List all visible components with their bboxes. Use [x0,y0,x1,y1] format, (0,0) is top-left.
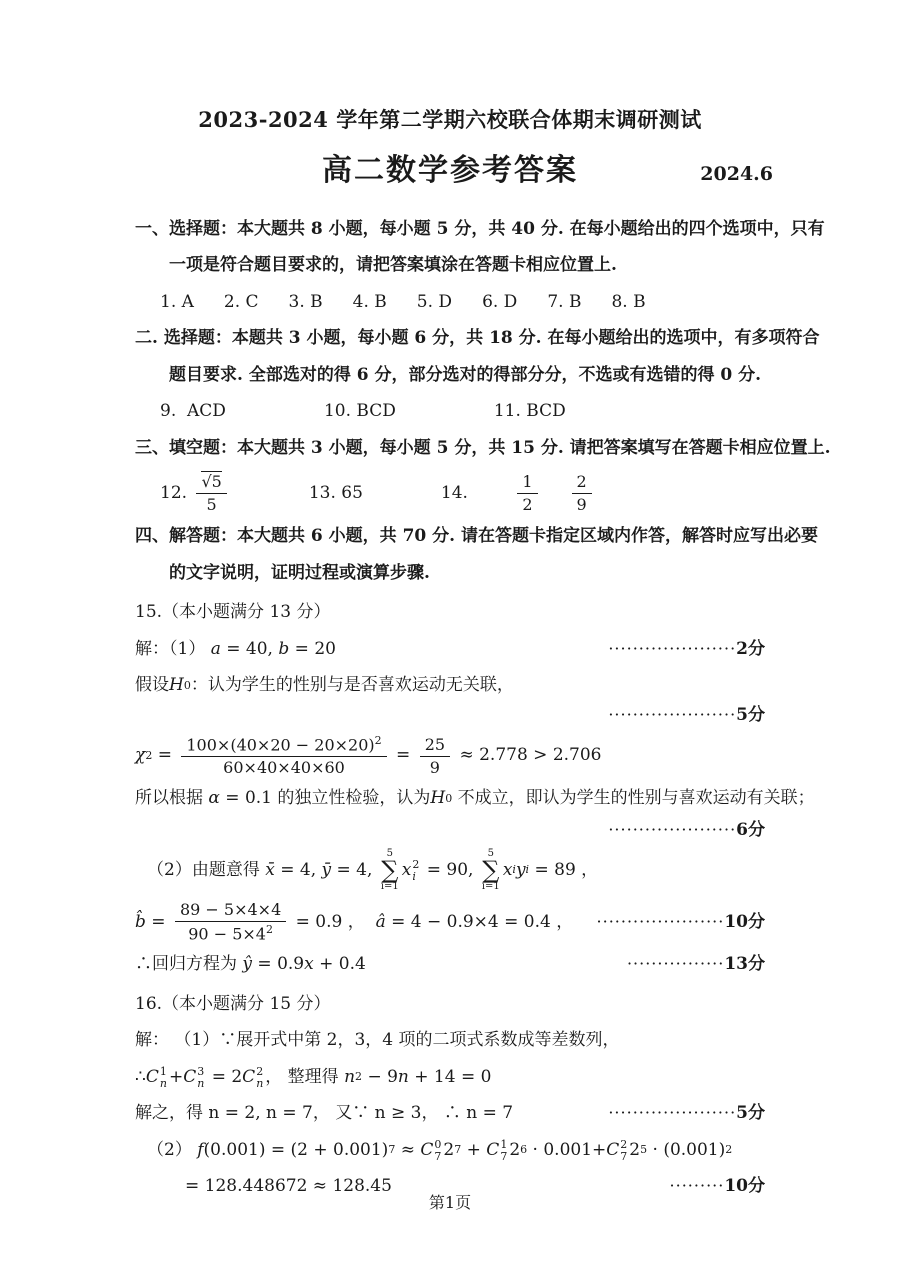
answer-q14-label: 14. [440,482,474,503]
q15-mark-13: ················13分 [626,954,765,975]
q15-chi-square-formula: χ 2 = $\frac{100\times(40\times 20 - 20\times 20)^2}{60\times 40\times 40\times 60}$ = $\frac{25}{9}$ ≈ 2.778 > 2.706 [135,734,602,778]
q15-part2-given: （2）由题意得 x̄ = 4, ȳ = 4, 5 ∑ i=1 x 2 i = 90, 5 ∑ i=1 x i y i = 89 ， [147,848,599,893]
q16-solve-n: 解之，得 n = 2, n = 7， 又∵ n ≥ 3， ∴ n = 7 ·····················5分 [135,1101,765,1127]
chi-square-fraction: $\frac{100\times(40\times 20 - 20\times 20)^2}{60\times 40\times 40\times 60}$ [181,734,386,778]
answer-q1: 1. A [160,291,194,312]
q16-title: 16.（本小题满分 15 分） [135,993,331,1014]
subtitle-row [135,148,773,193]
page-number: 第1页 [428,1193,472,1212]
answer-q11: 11. BCD [493,401,566,421]
answer-q9: 9. ACD [160,401,226,421]
answer-q3: 3. B [288,291,323,312]
bhat-fraction: $\frac{89 - 5\times 4\times 4}{90 - 5\times 4^2}$ [175,900,286,944]
answer-q12-label: 12. [160,482,193,503]
q15-mark-2: ·····················2分 [608,638,765,659]
section4-heading-line1: 四、解答题：本大题共 6 小题，共 70 分. 请在答题卡指定区域内作答，解答时应写出必要 [135,526,818,546]
answer-q8: 8. B [611,291,646,312]
section2-heading-line1: 二. 选择题：本题共 3 小题，每小题 6 分，共 18 分. 在每小题给出的选项中，有多项符合 [135,328,820,348]
q15-regression-equation: ∴回归方程为 ŷ = 0.9 x + 0.4 ················13分 [135,952,765,978]
section2-answers [135,399,765,425]
answer-q10: 10. BCD [323,401,396,421]
q15-bhat-formula: b̂ = $\frac{89 - 5\times 4\times 4}{90 - 5\times 4^2}$ = 0.9 ， â = 4 − 0.9×4 = 0.4 ， ·····················10分 [135,900,765,944]
sum-symbol: 5 ∑ i=1 [481,848,500,893]
answer-q13: 13. 65 [308,482,363,503]
answer-q7: 7. B [547,291,582,312]
section1-heading-line2: 一项是符合题目要求的，请把答案填涂在答题卡相应位置上. [169,255,617,275]
section1-heading-line1: 一、选择题：本大题共 8 小题，每小题 5 分，共 40 分. 在每小题给出的四个选项中，只有 [135,218,825,239]
q16-part2-expansion: （2） f (0.001) = (2 + 0.001) 7 ≈ C 0 7 2 7 + C 1 7 2 6 · 0.001+ C 2 7 2 5 · (0.001) 2 [147,1138,733,1163]
q15-mark-10: ·····················10分 [596,911,765,932]
sum-symbol: 5 ∑ i=1 [380,848,399,893]
q16-final-result: = 128.448672 ≈ 128.45 ·········10分 [135,1174,765,1200]
answer-q2: 2. C [223,291,259,312]
section3-heading: 三、填空题：本大题共 3 小题，每小题 5 分，共 15 分. 请把答案填写在答题卡相应位置上. [135,437,831,458]
answer-q5: 5. D [416,291,453,312]
section2-heading-line2: 题目要求. 全部选对的得 6 分，部分选对的得部分分，不选或有选错的得 0 分. [169,364,762,385]
q16-combination-equation: ∴ C 1 n + C 3 n = 2 C 2 n ， 整理得 n 2 − 9 n + 14 = 0 [135,1065,492,1090]
document-date: 2024.6 [700,163,773,185]
section3-answers [135,472,765,515]
q15-step1: 解：（1） a = 40, b = 20 ·····················2分 [135,637,765,663]
q15-conclusion1: 所以根据 α = 0.1 的独立性检验，认为 H 0 不成立，即认为学生的性别与喜欢运动有关联； [135,788,815,809]
q16-mark-5: ·····················5分 [608,1103,765,1124]
answer-q6: 6. D [482,291,518,312]
answer-q4: 4. B [352,291,387,312]
answer-q14-fraction2: $\frac{2}{9}$ [572,472,592,515]
q15-mark-6: ·····················6分 [608,819,765,840]
q15-title: 15.（本小题满分 13 分） [135,602,331,622]
q16-step1: 解： （1）∵展开式中第 2，3，4 项的二项式系数成等差数列， [135,1030,620,1051]
answer-q12-fraction: $\frac{√5}{5}$ [196,472,226,515]
answer-q14-fraction1: $\frac{1}{2}$ [517,472,537,515]
q16-mark-10: ·········10分 [669,1176,765,1197]
section4-heading-line2: 的文字说明，证明过程或演算步骤. [169,562,430,583]
document-subtitle: 高二数学参考答案 [322,152,578,188]
q15-mark-5: ·····················5分 [608,704,765,725]
q15-hypothesis: 假设 H 0 ：认为学生的性别与是否喜欢运动无关联， [135,675,514,695]
section1-answers [135,290,765,316]
chi-square-result-fraction: $\frac{25}{9}$ [420,735,450,778]
document-title: 2023-2024 学年第二学期六校联合体期末调研测试 [198,107,702,132]
